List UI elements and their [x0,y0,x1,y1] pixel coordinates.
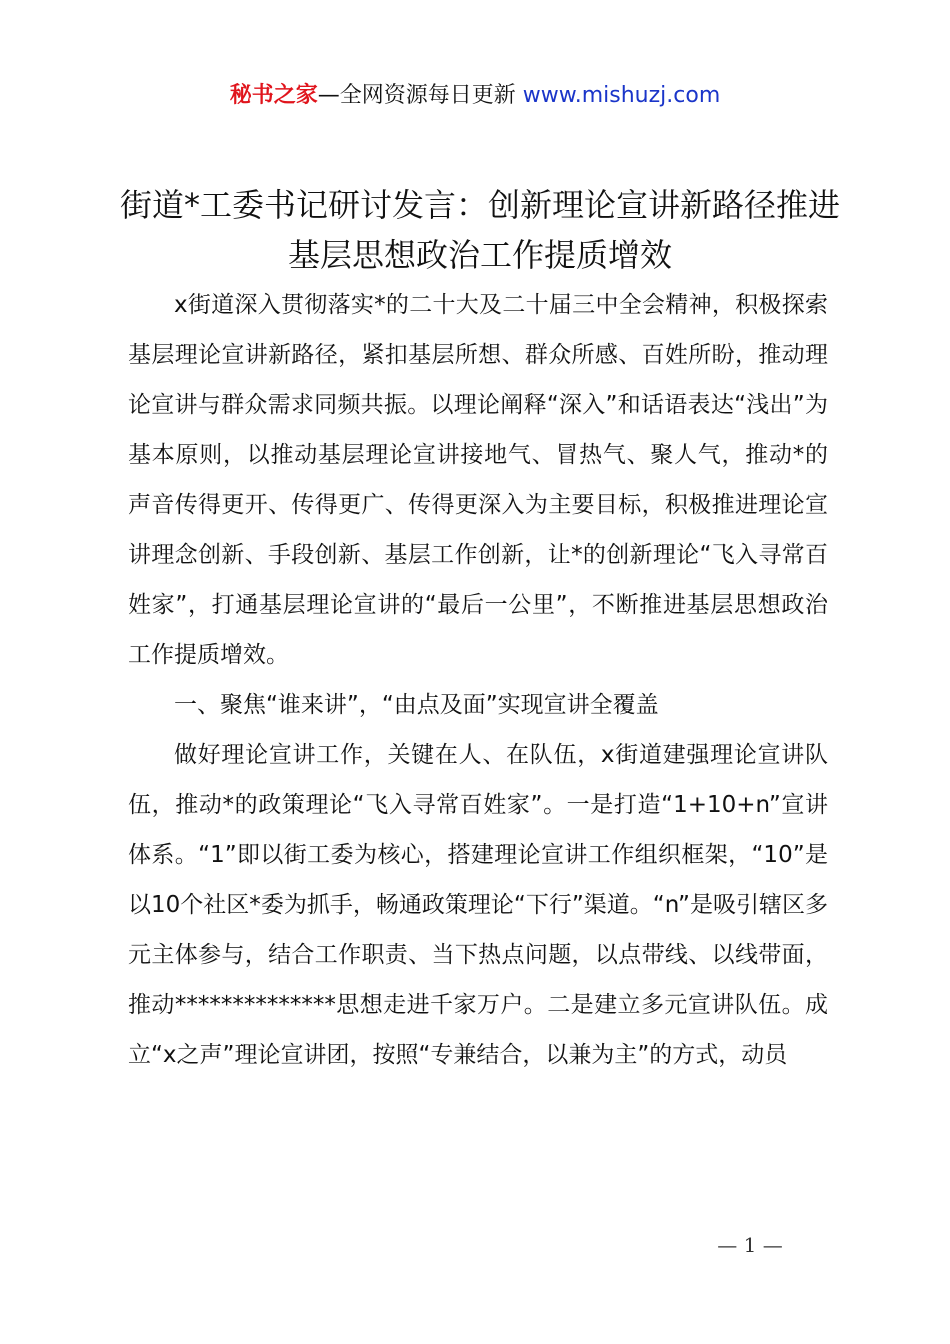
document-title: 街道*工委书记研讨发言：创新理论宣讲新路径推进基层思想政治工作提质增效 [120,186,841,274]
site-url[interactable]: www.mishuzj.com [522,83,721,108]
intro-paragraph: x街道深入贯彻落实*的二十大及二十届三中全会精神，积极探索基层理论宣讲新路径，紧扣基层所想、群众所感、百姓所盼，推动理论宣讲与群众需求同频共振。以理论阐释“深入”和话语表达“浅出”为基本原则，以推动基层理论宣讲接地气、冒热气、聚人气，推动*的声音传得更开、传得更广、传得更深入为主要目标，积极推进理论宣讲理念创新、手段创新、基层工作创新，让*的创新理论“飞入寻常百姓家”，打通基层理论宣讲的“最后一公里”，不断推进基层思想政治工作提质增效。 [128,292,828,668]
brand-name: 秘书之家 [229,83,318,108]
document-body [128,280,828,1080]
page-number: — 1 — [717,1233,783,1257]
header-tagline: —全网资源每日更新 [317,83,523,108]
body-paragraph: 做好理论宣讲工作，关键在人、在队伍，x街道建强理论宣讲队伍，推动*的政策理论“飞入寻常百姓家”。一是打造“1+10+n”宣讲体系。“1”即以街工委为核心，搭建理论宣讲工作组织框架，“10”是以10个社区*委为抓手，畅通政策理论“下行”渠道。“n”是吸引辖区多元主体参与，结合工作职责、当下热点问题，以点带线、以线带面，推动**************思想走进千家万户。二是建立多元宣讲队伍。成立“x之声”理论宣讲团，按照“专兼结合，以兼为主”的方式，动员 [128,742,828,1068]
site-header [0,80,950,112]
section-heading: 一、聚焦“谁来讲”，“由点及面”实现宣讲全覆盖 [174,692,659,718]
